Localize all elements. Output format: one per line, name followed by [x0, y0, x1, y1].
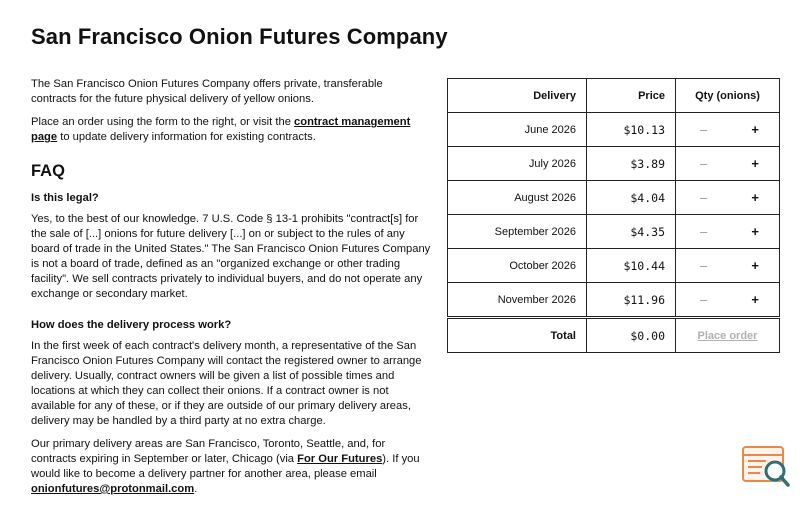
intro-text-before: Place an order using the form to the right, or visit the [31, 116, 295, 128]
areas-text-before: Our primary delivery areas are San Francisco, Toronto, Seattle, and, for contracts expiring in September or later, Chicago (via [31, 438, 386, 465]
table-row [448, 249, 780, 283]
order-table [447, 78, 780, 353]
price-cell: $10.13 [587, 113, 676, 147]
decrement-button[interactable]: – [700, 122, 708, 137]
decrement-button[interactable]: – [700, 258, 708, 273]
delivery-cell: August 2026 [448, 181, 587, 215]
intro-paragraph: The San Francisco Onion Futures Company offers private, transferable contracts for the future physical delivery of yellow onions. [31, 78, 383, 105]
delivery-cell: June 2026 [448, 113, 587, 147]
intro-links-paragraph [31, 115, 431, 145]
faq-answer-legal: Yes, to the best of our knowledge. 7 U.S. Code § 13-1 prohibits "contract[s] for the sale of [...] onions for future delivery [...] on or subject to the rules of any board of trade in the United States." The San Francisco Onion Futures Company is not a board of trade, defined as an "organized exchange or other trading facility". We sell contracts privately to individual buyers, and do not operate any exchange or secondary market. [31, 213, 431, 300]
increment-button[interactable]: + [751, 190, 759, 205]
table-row [448, 113, 780, 147]
delivery-cell: September 2026 [448, 215, 587, 249]
total-value: $0.00 [587, 318, 676, 353]
search-document-icon-svg [742, 445, 790, 487]
for-our-futures-link[interactable]: For Our Futures [297, 453, 383, 465]
table-row [448, 283, 780, 318]
increment-button[interactable]: + [751, 258, 759, 273]
header-price: Price [587, 79, 676, 113]
total-row [448, 318, 780, 353]
increment-button[interactable]: + [751, 156, 759, 171]
faq-answer-delivery: In the first week of each contract's delivery month, a representative of the San Francisco Onion Futures Company will contact the registered owner to arrange delivery. Usually, contract owners will be given a list of possible times and locations at which they can collect their onions. If a contract owner is not available for any of these, or if they are outside of our primary delivery areas, delivery may be handled by a third party at no extra charge. [31, 340, 422, 427]
qty-stepper [676, 156, 779, 171]
increment-button[interactable]: + [751, 224, 759, 239]
content-column [31, 77, 431, 505]
increment-button[interactable]: + [751, 292, 759, 307]
areas-text-end: . [194, 483, 198, 495]
decrement-button[interactable]: – [700, 190, 708, 205]
qty-stepper [676, 224, 779, 239]
price-cell: $4.04 [587, 181, 676, 215]
price-cell: $10.44 [587, 249, 676, 283]
search-document-icon[interactable] [742, 445, 790, 487]
decrement-button[interactable]: – [700, 156, 708, 171]
faq-answer-areas [31, 437, 431, 497]
delivery-cell: July 2026 [448, 147, 587, 181]
table-header-row [448, 79, 780, 113]
price-cell: $11.96 [587, 283, 676, 318]
delivery-cell: October 2026 [448, 249, 587, 283]
decrement-button[interactable]: – [700, 292, 708, 307]
faq-question-legal: Is this legal? [31, 192, 99, 204]
intro-text-after: to update delivery information for existing contracts. [57, 131, 316, 143]
decrement-button[interactable]: – [700, 224, 708, 239]
increment-button[interactable]: + [751, 122, 759, 137]
qty-stepper [676, 258, 779, 273]
price-cell: $4.35 [587, 215, 676, 249]
qty-stepper [676, 292, 779, 307]
price-cell: $3.89 [587, 147, 676, 181]
page-title: San Francisco Onion Futures Company [31, 24, 448, 49]
table-row [448, 215, 780, 249]
delivery-cell: November 2026 [448, 283, 587, 318]
header-delivery: Delivery [448, 79, 587, 113]
table-row [448, 147, 780, 181]
header-qty: Qty (onions) [676, 79, 780, 113]
contract-management-link[interactable]: contract management page [31, 116, 411, 143]
qty-stepper [676, 190, 779, 205]
faq-question-delivery: How does the delivery process work? [31, 319, 232, 331]
email-link[interactable]: onionfutures@protonmail.com [31, 483, 195, 495]
areas-text-after: ). If you would like to become a delivery partner for another area, please email [31, 453, 420, 480]
total-label: Total [448, 318, 587, 353]
place-order-button[interactable]: Place order [697, 329, 758, 342]
table-row [448, 181, 780, 215]
qty-stepper [676, 122, 779, 137]
faq-heading: FAQ [31, 162, 65, 180]
